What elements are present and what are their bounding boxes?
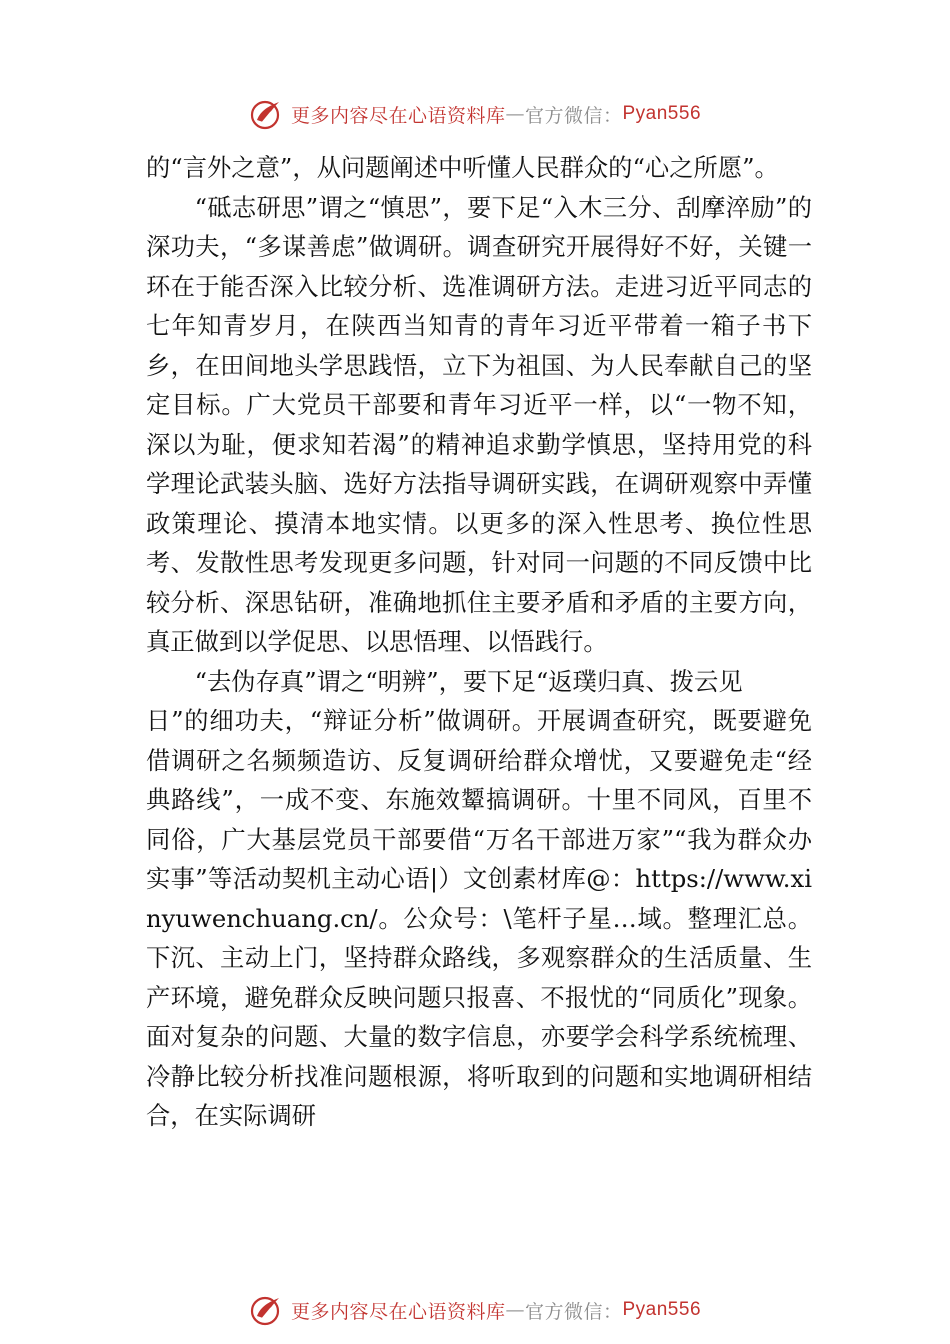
banner-wechat-label: 官方微信： (524, 1300, 623, 1323)
document-body (146, 148, 812, 1136)
paragraph-continuation: 的“言外之意”，从问题阐述中听懂人民群众的“心之所愿”。 (146, 153, 779, 182)
paragraph-mingbian: 日”的细功夫，“辩证分析”做调研。开展调查研究，既要避免借调研之名频频造访、反复调研给群众增忧，又要避免走“经典路线”，一成不变、东施效颦搞调研。十里不同风，百里不同俗，广大基层党员干部要借“万名干部进万家”“我为群众办实事”等活动契机主动心语|）文创素材库@：https://www.xinyuwenchuang.cn/。公众号：\笔杆子星…域。整理汇总。下沉、主动上门，坚持群众路线，多观察群众的生活质量、生产环境，避免群众反映问题只报喜、不报忧的“同质化”现象。面对复杂的问题、大量的数字信息，亦要学会科学系统梳理、冷静比较分析找准问题根源，将听取到的问题和实地调研相结合，在实际调研 (146, 706, 812, 1130)
paragraph-shensi: “砥志研思”谓之“慎思”，要下足“入木三分、刮摩淬励”的深功夫，“多谋善虑”做调研。调查研究开展得好不好，关键一环在于能否深入比较分析、选准调研方法。走进习近平同志的七年知青岁月，在陕西当知青的青年习近平带着一箱子书下乡，在田间地头学思践悟，立下为祖国、为人民奉献自己的坚定目标。广大党员干部要和青年习近平一样，以“一物不知，深以为耻，便求知若渴”的精神追求勤学慎思，坚持用党的科学理论武装头脑、选好方法指导调研实践，在调研观察中弄懂政策理论、摸清本地实情。以更多的深入性思考、换位性思考、发散性思考发现更多问题，针对同一问题的不同反馈中比较分析、深思钻研，准确地抓住主要矛盾和矛盾的主要方向，真正做到以学促思、以思悟理、以悟践行。 (146, 192, 812, 656)
footer-banner (0, 1290, 950, 1330)
paragraph-mingbian-heading: “去伪存真”谓之“明辨”，要下足“返璞归真、拨云见 (194, 666, 743, 696)
banner-separator: — (505, 1299, 525, 1321)
banner-main-text: 更多内容尽在心语资料库 (290, 1300, 506, 1323)
brand-logo-icon (249, 1292, 285, 1328)
banner-wechat-id: Pyan556 (622, 103, 702, 124)
brand-logo-icon (249, 96, 285, 132)
header-banner (0, 94, 950, 134)
banner-wechat-label: 官方微信： (524, 104, 623, 127)
banner-wechat-id: Pyan556 (622, 1299, 702, 1320)
banner-main-text: 更多内容尽在心语资料库 (290, 104, 506, 127)
banner-separator: — (505, 103, 525, 125)
